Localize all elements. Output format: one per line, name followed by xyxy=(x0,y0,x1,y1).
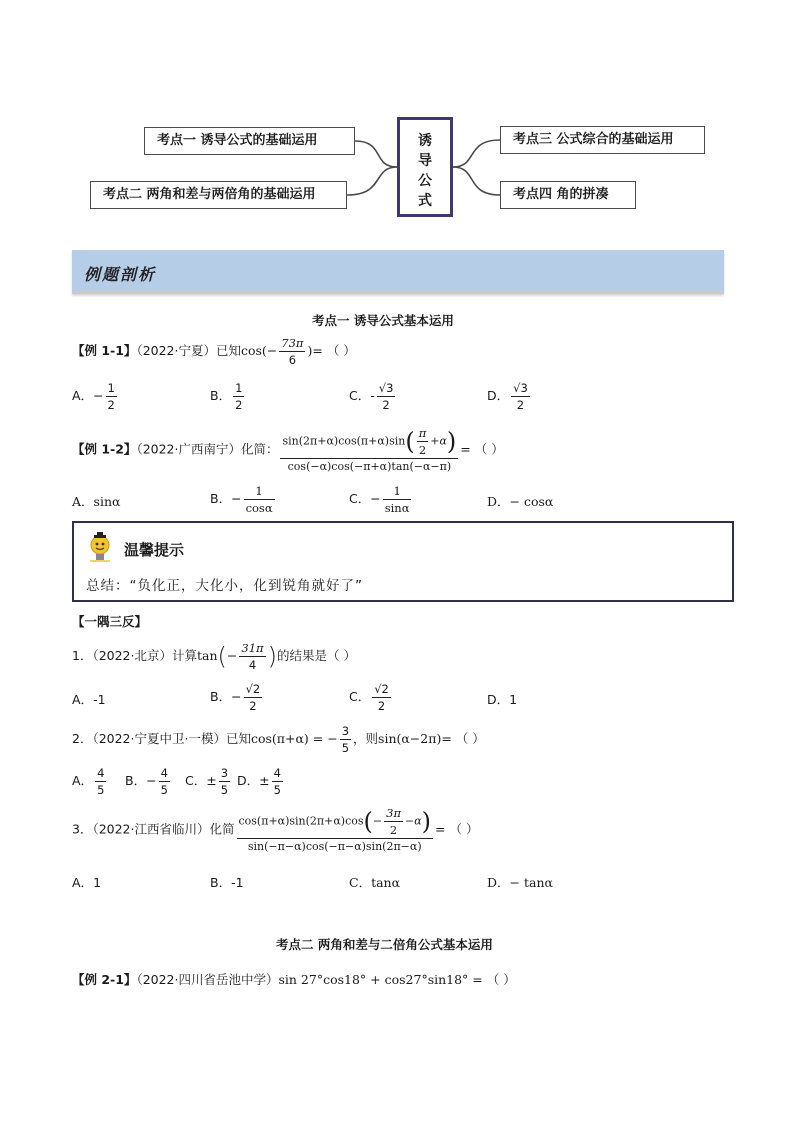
option-c: C．± $\frac{3}{5}$ xyxy=(185,766,229,797)
practice-question-3: 3．（2022·江西省临川）化简 cos(π+α)sin(2π+α)cos(− $\frac{3\pi}{2}$ −α) sin(−π−α)cos(−π−α)sin(2π−α) = （ ） xyxy=(72,806,479,853)
answer-blank: = （ ） xyxy=(460,441,504,457)
mindmap-node-2: 考点二 两角和差与两倍角的基础运用 xyxy=(90,181,347,209)
option-a: A． $\frac{4}{5}$ xyxy=(72,766,105,797)
option-a: A．-1 xyxy=(72,692,106,707)
option-a: A．− $\frac{1}{2}$ xyxy=(72,381,115,412)
practice-question-1: 1．（2022·北京）计算tan(− $\frac{31\pi}{4}$ )的结果是（ ） xyxy=(72,641,356,672)
option-b: B．-1 xyxy=(210,875,244,890)
option-c: C．- $\frac{√3}{2}$ xyxy=(349,381,394,412)
tip-text: 总结：“负化正，大化小，化到锐角就好了” xyxy=(86,578,363,594)
expression: sin 27°cos18° + cos27°sin18° = （ ） xyxy=(278,972,516,987)
mindmap-node-4: 考点四 角的拼凑 xyxy=(500,181,636,209)
answer-blank: = （ ） xyxy=(312,343,356,358)
option-d: D．± $\frac{4}{5}$ xyxy=(237,766,281,797)
answer-blank: 的结果是（ ） xyxy=(276,648,356,663)
example-tag: 【例 2-1】 xyxy=(72,972,137,987)
mindmap-center-char-3: 公 xyxy=(418,173,432,189)
mindmap-center-char-2: 导 xyxy=(418,153,432,169)
option-c: C． $\frac{√2}{2}$ xyxy=(349,682,389,713)
answer-blank: = （ ） xyxy=(441,731,485,746)
example-source: （2022·广西南宁）化简： xyxy=(136,441,279,457)
option-d: D．− tanα xyxy=(487,875,553,890)
mindmap-node-3: 考点三 公式综合的基础运用 xyxy=(500,126,705,154)
option-a: A．1 xyxy=(72,875,102,890)
mindmap-center-char-4: 式 xyxy=(418,193,432,209)
mindmap-center-char-1: 诱 xyxy=(418,133,432,149)
example-tag: 【例 1-1】 xyxy=(72,343,137,358)
option-a: A．sinα xyxy=(72,494,121,509)
expression-fraction: sin(2π+α)cos(π+α)sin( $\frac{\pi}{2}$ +α) cos(−α)cos(−π+α)tan(−α−π) xyxy=(282,426,457,473)
practice-question-2: 2．（2022·宁夏中卫·一模）已知cos(π+α) = − $\frac{3}{5}$ ，则sin(α−2π)= （ ） xyxy=(72,724,485,755)
tip-box xyxy=(72,521,734,602)
practice-heading: 【一隅三反】 xyxy=(72,614,148,629)
example-2-1 xyxy=(72,970,516,988)
cos-func: cos(− xyxy=(240,343,278,358)
option-b: B． $\frac{1}{2}$ xyxy=(210,381,243,412)
section2-heading: 考点二 两角和差与二倍角公式基本运用 xyxy=(276,937,493,952)
option-c: C．tanα xyxy=(349,875,401,890)
example-1-2 xyxy=(72,426,504,474)
mindmap-node-1: 考点一 诱导公式的基础运用 xyxy=(144,127,355,155)
answer-blank: = （ ） xyxy=(435,821,479,837)
fraction: $\frac{73\pi}{6}$ xyxy=(281,336,304,367)
mindmap-center xyxy=(397,117,453,217)
expression-fraction: cos(π+α)sin(2π+α)cos(− $\frac{3\pi}{2}$ −α) sin(−π−α)cos(−π−α)sin(2π−α) xyxy=(238,806,432,853)
section1-heading: 考点一 诱导公式基本运用 xyxy=(312,313,454,328)
option-c: C．− $\frac{1}{\sin\alpha}$ xyxy=(349,484,410,515)
example-tag: 【例 1-2】 xyxy=(72,441,137,457)
banner-title: 例题剖析 xyxy=(84,265,157,284)
option-d: D． $\frac{√3}{2}$ xyxy=(487,381,528,412)
section-banner xyxy=(72,250,724,294)
example-1-1: 【例 1-1】（2022·宁夏）已知cos(− $\frac{73\pi}{6}$ )= （ ） xyxy=(72,336,356,367)
lightbulb-icon xyxy=(84,531,118,565)
example-source: （2022·四川省岳池中学） xyxy=(136,972,279,987)
option-d: D．− cosα xyxy=(487,494,554,509)
option-b: B．− $\frac{1}{\cos\alpha}$ xyxy=(210,484,273,515)
option-d: D．1 xyxy=(487,692,518,707)
option-b: B．− $\frac{4}{5}$ xyxy=(125,766,168,797)
tip-title: 温馨提示 xyxy=(124,541,185,559)
example-source: （2022·宁夏）已知 xyxy=(136,343,241,358)
option-b: B．− $\frac{√2}{2}$ xyxy=(210,682,261,713)
